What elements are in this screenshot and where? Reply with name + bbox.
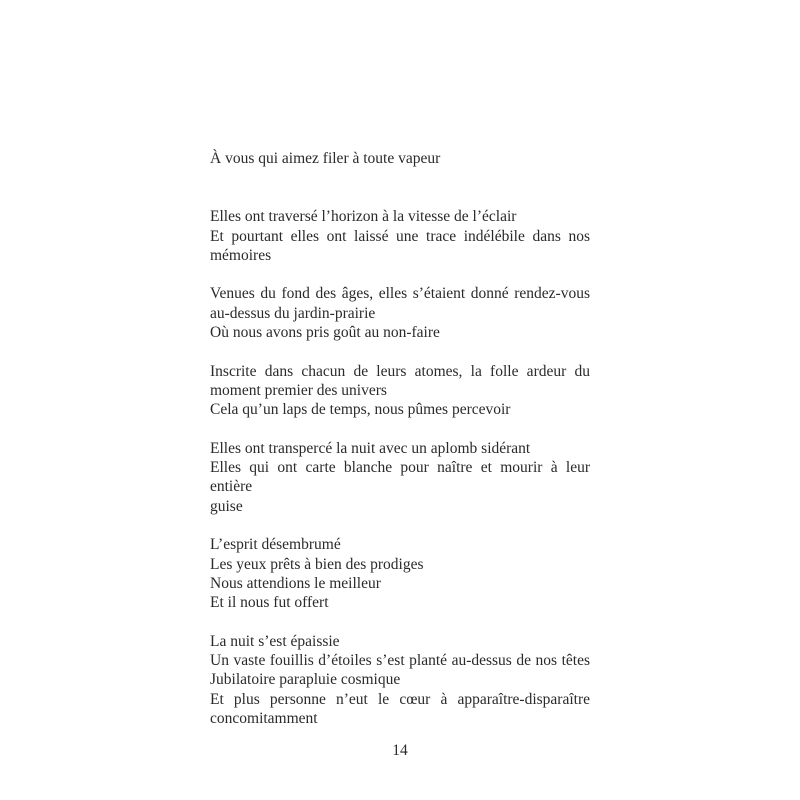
poem-line: Les yeux prêts à bien des prodiges [210,555,424,573]
poem-stanzas [210,207,590,728]
poem-line: mémoires [210,246,272,264]
stanza [210,632,590,728]
poem-line: Un vaste fouillis d’étoiles s’est planté au-dessus de nos têtes [210,652,590,670]
poem-line: guise [210,497,243,515]
poem-line: La nuit s’est épaissie [210,632,340,650]
poem-line: Inscrite dans chacun de leurs atomes, la folle ardeur du [210,362,590,380]
poem-line: Elles qui ont carte blanche pour naître et mourir à leur entière [210,459,590,496]
poem-line: Où nous avons pris goût au non-faire [210,324,440,342]
poem-line: L’esprit désembrumé [210,536,341,554]
poem-line: Elles ont transpercé la nuit avec un aplomb sidérant [210,439,531,457]
stanza [210,284,590,342]
poem-line: Jubilatoire parapluie cosmique [210,671,401,689]
page-number: 14 [392,742,408,759]
poem-line: moment premier des univers [210,381,387,399]
stanza [210,439,590,516]
poem-line: concomitamment [210,710,318,728]
poem-line: Nous attendions le meilleur [210,574,381,592]
poem-line: Venues du fond des âges, elles s’étaient donné rendez-vous [210,285,590,303]
poem-line: au-dessus du jardin-prairie [210,304,376,322]
poem-line: Et pourtant elles ont laissé une trace indélébile dans nos [210,227,590,245]
poem-line: Et il nous fut offert [210,594,329,612]
stanza [210,535,590,612]
poem-line: Et plus personne n’eut le cœur à apparaître-disparaître [210,690,590,708]
stanza [210,207,590,265]
poem-line: Cela qu’un laps de temps, nous pûmes percevoir [210,401,511,419]
poem-text-block [210,149,590,728]
poem-line: Elles ont traversé l’horizon à la vitesse de l’éclair [210,208,517,226]
dedication: À vous qui aimez filer à toute vapeur [210,150,441,167]
stanza [210,362,590,420]
